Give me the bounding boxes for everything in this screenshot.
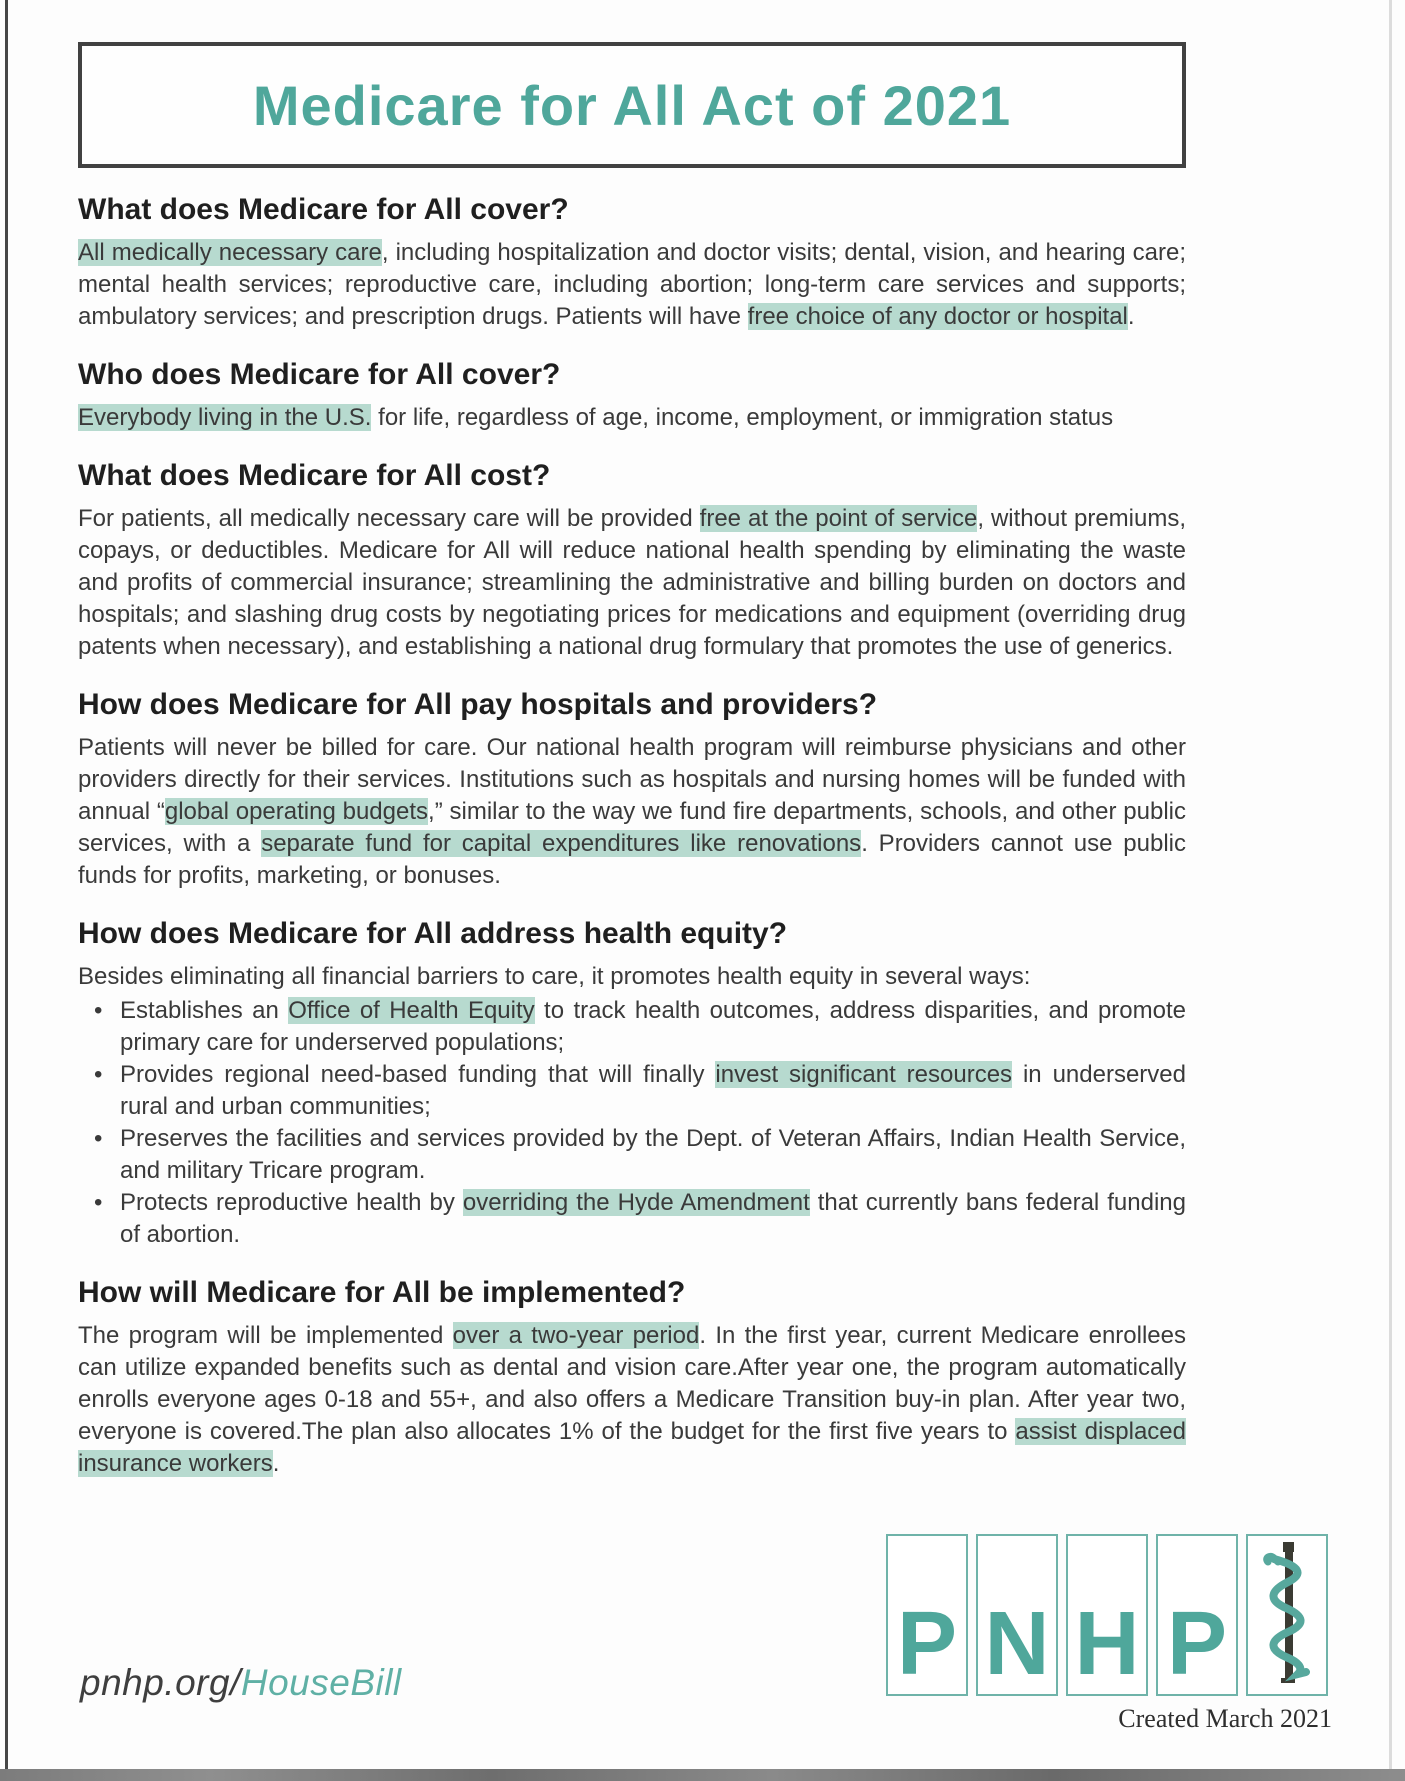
bullet-list [78, 995, 1186, 1251]
text-run: that currently bans federal funding of abortion. [120, 1189, 1187, 1248]
footer-url-accent: HouseBill [240, 1662, 402, 1703]
text-run: for life, regardless of age, income, employment, or immigration status [371, 404, 1114, 431]
bullet-dot: • [94, 1189, 103, 1216]
section-heading: What does Medicare for All cover? [78, 193, 569, 226]
text-run: Patients will never be billed for care. Our national health program will reimburse physicians and other providers directly for their services. Institutions such as hospitals and nursing homes will be funded with annual “ [78, 734, 1186, 825]
section-paragraph [78, 1320, 1186, 1480]
section-heading: What does Medicare for All cost? [78, 459, 551, 492]
section-heading: How does Medicare for All pay hospitals and providers? [78, 688, 878, 721]
highlighted-text: global operating budgets [164, 798, 429, 825]
highlighted-text: All medically necessary care [78, 239, 382, 266]
section-heading: How will Medicare for All be implemented? [78, 1276, 686, 1309]
section-paragraph [78, 503, 1186, 663]
section-implementation [78, 1275, 1186, 1480]
text-run: Preserves the facilities and services provided by the Dept. of Veteran Affairs, Indian Health Service, and military Tricare program. [120, 1125, 1186, 1184]
text-run: The program will be implemented [78, 1322, 453, 1349]
bullet-item [78, 1123, 1186, 1187]
bullet-text [120, 1123, 1186, 1187]
text-run: ,” similar to the way we fund fire departments, schools, and other public services, with a [78, 798, 1187, 857]
section-paragraph [78, 402, 1186, 434]
section-pay-providers [78, 687, 1186, 892]
footer-url [80, 1662, 402, 1704]
highlighted-text: separate fund for capital expenditures like renovations [261, 830, 862, 857]
text-run: . In the first year, current Medicare enrollees can utilize expanded benefits such as dental and vision care.After year one, the program automatically enrolls everyone ages 0-18 and 55+, and also offers a Medicare Transition buy-in plan. After year two, everyone is covered.The plan also allocates 1% of the budget for the first five years to [78, 1322, 1186, 1445]
logo-letter: H [1074, 1594, 1140, 1695]
logo-panel [886, 1534, 968, 1696]
text-run: in underserved rural and urban communities; [120, 1061, 1186, 1120]
scan-bottom-strip [0, 1769, 1405, 1781]
highlighted-text: free choice of any doctor or hospital [747, 303, 1128, 330]
section-cost [78, 458, 1186, 663]
logo-panel [976, 1534, 1058, 1696]
section-paragraph [78, 732, 1186, 892]
logo-panel [1246, 1534, 1328, 1696]
text-run: For patients, all medically necessary care will be provided [78, 505, 700, 532]
highlighted-text: Office of Health Equity [288, 997, 535, 1024]
highlighted-text: assist displaced insurance workers [78, 1418, 1186, 1477]
pnhp-logo [886, 1534, 1328, 1696]
page-title: Medicare for All Act of 2021 [252, 73, 1012, 137]
text-run: Besides eliminating all financial barriers to care, it promotes health equity in several ways: [78, 963, 1031, 990]
section-what-covered [78, 192, 1186, 333]
section-paragraph [78, 961, 1186, 993]
bullet-text [120, 1059, 1186, 1123]
text-run: . Providers cannot use public funds for profits, marketing, or bonuses. [78, 830, 1186, 889]
logo-panel [1066, 1534, 1148, 1696]
text-run: , including hospitalization and doctor visits; dental, vision, and hearing care; mental health services; reproductive care, including abortion; long-term care services and supports; ambulatory services; and prescription drugs. Patients will have [78, 239, 1186, 330]
scan-right-edge [1389, 0, 1392, 1781]
text-run: . [272, 1450, 280, 1477]
section-heading: How does Medicare for All address health equity? [78, 917, 788, 950]
text-run: Provides regional need-based funding that will finally [120, 1061, 716, 1088]
created-note: Created March 2021 [1118, 1704, 1332, 1733]
bullet-dot: • [94, 1125, 103, 1152]
footer-url-plain: pnhp.org/ [80, 1662, 241, 1703]
logo-panel [1156, 1534, 1238, 1696]
text-run: . [1127, 303, 1135, 330]
logo-letter: N [984, 1594, 1050, 1695]
rod-of-asclepius-icon [1254, 1540, 1320, 1690]
title-box [78, 42, 1186, 168]
bullet-text [120, 995, 1186, 1059]
highlighted-text: free at the point of service [699, 505, 978, 532]
text-run: , without premiums, copays, or deductibles. Medicare for All will reduce national health spending by eliminating the waste and profits of commercial insurance; streamlining the administrative and billing burden on doctors and hospitals; and slashing drug costs by negotiating prices for medications and equipment (overriding drug patents when necessary), and establishing a national drug formulary that promotes the use of generics. [78, 505, 1186, 660]
highlighted-text: over a two-year period [452, 1322, 700, 1349]
highlighted-text: invest significant resources [715, 1061, 1013, 1088]
logo-letter: P [1166, 1594, 1228, 1695]
section-heading: Who does Medicare for All cover? [78, 358, 561, 391]
bullet-item [78, 995, 1186, 1059]
highlighted-text: Everybody living in the U.S. [78, 404, 372, 431]
section-who-covered [78, 357, 1186, 434]
bullet-text [120, 1187, 1186, 1251]
bullet-dot: • [94, 1061, 103, 1088]
text-run: to track health outcomes, address disparities, and promote primary care for underserved populations; [120, 997, 1186, 1056]
flyer-content [78, 0, 1186, 1480]
bullet-item [78, 1187, 1186, 1251]
text-run: Protects reproductive health by [120, 1189, 463, 1216]
highlighted-text: overriding the Hyde Amendment [462, 1189, 810, 1216]
section-paragraph [78, 237, 1186, 333]
bullet-item [78, 1059, 1186, 1123]
section-health-equity [78, 916, 1186, 1251]
text-run: Establishes an [120, 997, 289, 1024]
bullet-dot: • [94, 997, 103, 1024]
scan-left-edge [5, 0, 8, 1781]
logo-letter: P [896, 1594, 958, 1695]
